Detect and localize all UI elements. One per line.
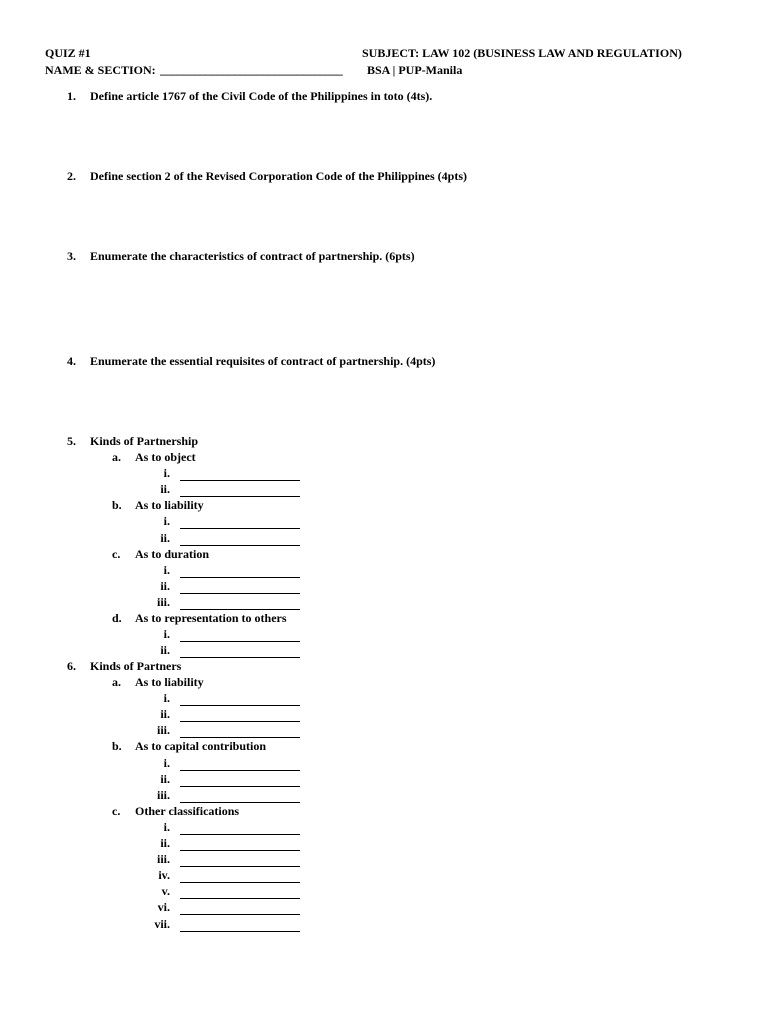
answer-blank[interactable] [180,802,300,803]
subject-title: SUBJECT: LAW 102 (BUSINESS LAW AND REGULATION) [362,46,682,60]
q6-subitem-text: As to liability [135,675,204,689]
roman-numeral: i. [163,627,170,642]
roman-numeral: iii. [156,852,170,867]
question-6-number: 6. [67,659,76,673]
answer-blank[interactable] [180,657,300,658]
question-3-number: 3. [67,249,76,263]
roman-numeral: iv. [158,868,170,883]
answer-blank[interactable] [180,850,300,851]
roman-numeral: i. [163,691,170,706]
question-5-text: Kinds of Partnership [90,434,199,448]
roman-numeral: ii. [160,530,170,545]
roman-numeral: ii. [160,482,170,497]
q5-subitem-letter: a. [112,450,121,464]
answer-blank[interactable] [180,528,300,529]
q5-subitem-text: As to duration [135,546,210,561]
roman-numeral: iii. [156,723,170,738]
roman-numeral: v. [161,884,170,899]
answer-blank[interactable] [180,866,300,867]
name-section-field[interactable]: ________________________________ [160,63,343,77]
answer-blank[interactable] [180,882,300,883]
roman-numeral: ii. [160,578,170,593]
answer-blank[interactable] [180,737,300,738]
roman-numeral: ii. [160,836,170,850]
answer-blank[interactable] [180,577,300,578]
answer-blank[interactable] [180,545,300,546]
q6-subitem-text: As to capital contribution [135,739,267,754]
q5-subitem-text: As to liability [135,498,204,513]
answer-blank[interactable] [180,496,300,497]
answer-blank[interactable] [180,480,300,481]
roman-numeral: vii. [154,916,170,931]
roman-numeral: i. [163,819,170,834]
answer-blank[interactable] [180,609,300,610]
answer-blank[interactable] [180,641,300,642]
q5-subitem-letter: c. [112,546,121,561]
q5-subitem-letter: b. [112,498,122,513]
answer-blank[interactable] [180,593,300,594]
question-1-text: Define article 1767 of the Civil Code of the Philippines in toto (4ts). [90,89,433,103]
answer-blank[interactable] [180,898,300,899]
q5-subitem-letter: d. [112,611,122,625]
roman-numeral: i. [163,466,170,481]
question-4-number: 4. [67,354,76,368]
program-label: BSA | PUP-Manila [367,63,463,77]
question-5-number: 5. [67,434,76,448]
question-3-text: Enumerate the characteristics of contract of partnership. (6pts) [90,249,415,263]
q6-subitem-text: Other classifications [135,803,240,818]
question-1-number: 1. [67,89,76,103]
answer-blank[interactable] [180,931,300,932]
roman-numeral: ii. [160,707,170,722]
answer-blank[interactable] [180,770,300,771]
q5-subitem-text: As to object [135,450,196,464]
roman-numeral: i. [163,514,170,529]
answer-blank[interactable] [180,834,300,835]
roman-numeral: iii. [156,787,170,802]
roman-numeral: i. [163,562,170,577]
answer-blank[interactable] [180,786,300,787]
roman-numeral: iii. [156,594,170,609]
name-section-label: NAME & SECTION: [45,63,156,77]
quiz-number: QUIZ #1 [45,46,91,60]
answer-blank[interactable] [180,705,300,706]
roman-numeral: vi. [157,900,170,915]
roman-numeral: ii. [160,771,170,786]
question-2-text: Define section 2 of the Revised Corporation Code of the Philippines (4pts) [90,169,467,183]
question-2-number: 2. [67,169,76,183]
question-4-text: Enumerate the essential requisites of contract of partnership. (4pts) [90,354,436,368]
q5-subitem-text: As to representation to others [135,611,287,625]
q6-subitem-letter: b. [112,739,122,754]
roman-numeral: ii. [160,643,170,658]
q6-subitem-letter: a. [112,675,121,689]
roman-numeral: i. [163,755,170,770]
answer-blank[interactable] [180,721,300,722]
q6-subitem-letter: c. [112,803,121,818]
question-6-text: Kinds of Partners [90,659,182,673]
answer-blank[interactable] [180,914,300,915]
